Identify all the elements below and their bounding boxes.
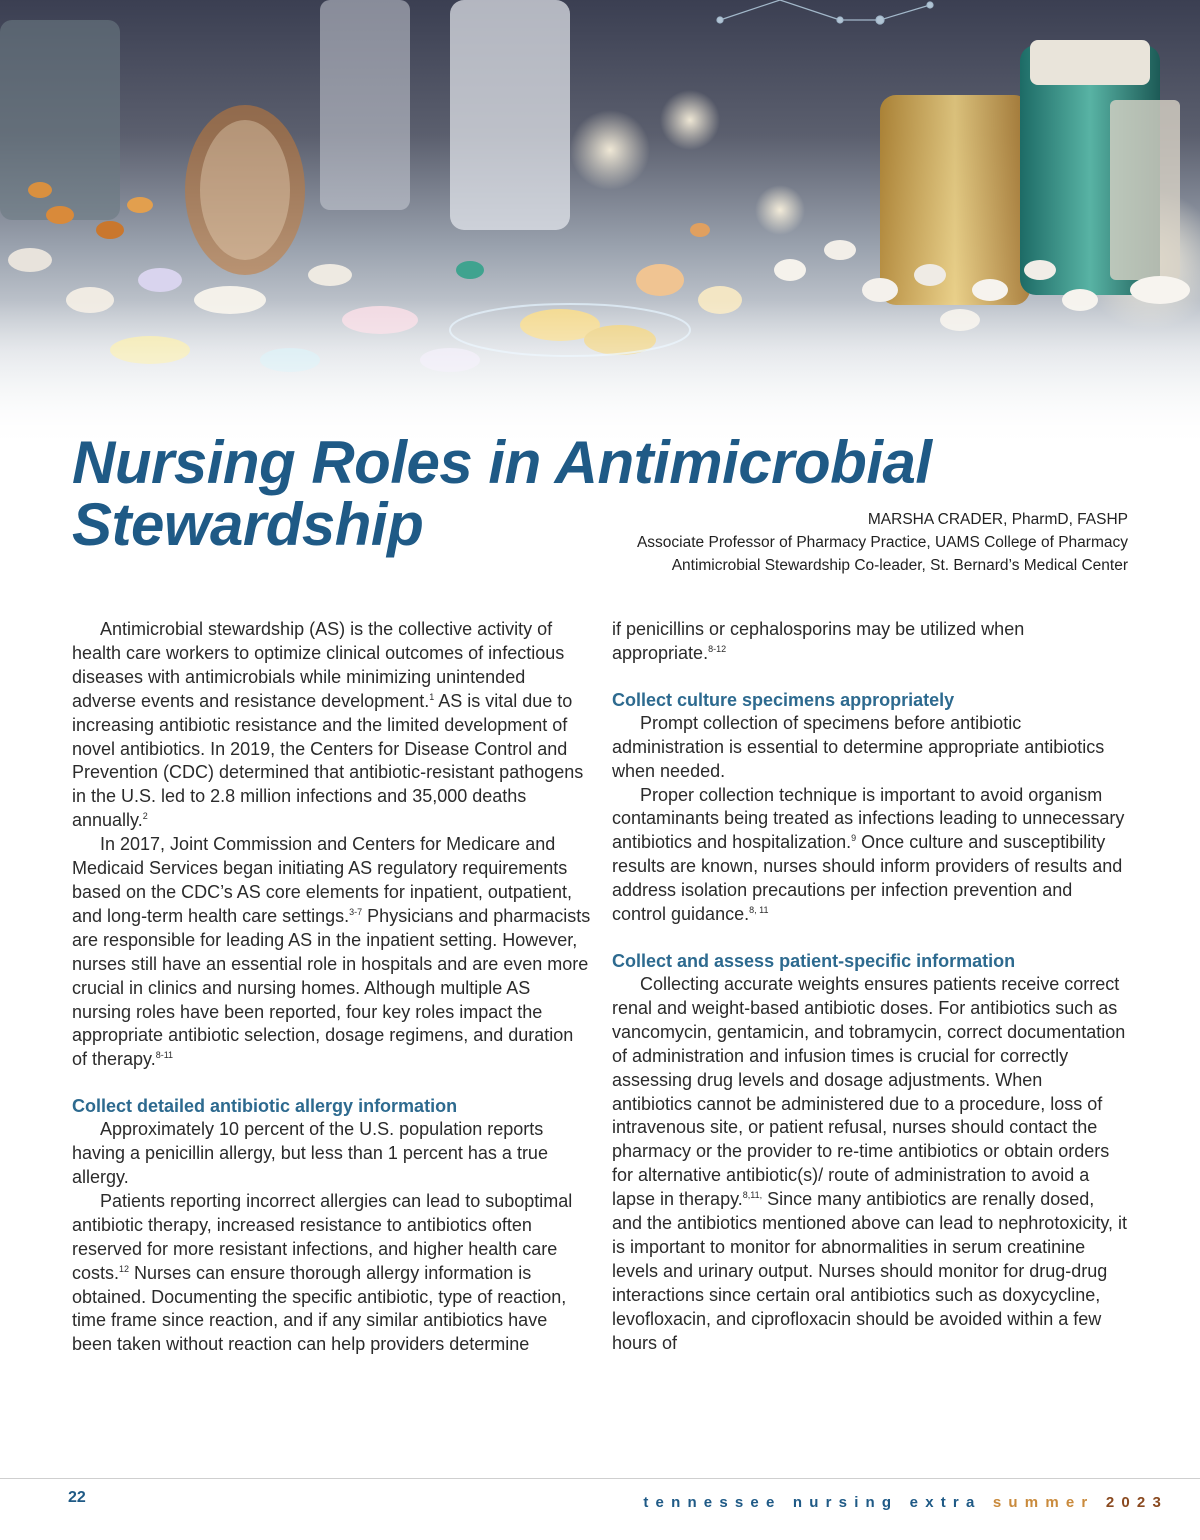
section-heading-patient-info: Collect and assess patient-specific information <box>612 950 1016 971</box>
magazine-name: tennessee nursing extra <box>643 1494 982 1511</box>
page-number: 22 <box>68 1489 86 1506</box>
author-name: MARSHA CRADER, PharmD, FASHP <box>867 511 1128 528</box>
author-role-1: Associate Professor of Pharmacy Practice, UAMS College of Pharmacy <box>636 534 1128 551</box>
left-column <box>72 618 592 1357</box>
paragraph-culture-2: Proper collection technique is important to avoid organism contaminants being treated as infections leading to unnecessary antibiotics and hospitalization.$^9$ Once culture and susceptibility results are known, nurses should inform providers of results and address isolation precautions per infection prevention and control guidance.$^{8, 11}$ <box>612 784 1125 925</box>
author-role-2: Antimicrobial Stewardship Co-leader, St. Bernard’s Medical Center <box>671 557 1128 574</box>
right-column <box>612 618 1127 1355</box>
title-line-2: Stewardship <box>72 491 424 558</box>
issue-year: 2023 <box>1105 1494 1168 1511</box>
footer-publication <box>643 1494 1168 1511</box>
title-line-1: Nursing Roles in Antimicrobial <box>72 429 932 496</box>
footer-divider <box>0 1478 1200 1479</box>
section-heading-allergy: Collect detailed antibiotic allergy information <box>72 1096 458 1117</box>
paragraph-continued: if penicillins or cephalosporins may be utilized when appropriate.$^{8-12}$ <box>612 619 1025 663</box>
paragraph-intro: Antimicrobial stewardship (AS) is the collective activity of health care workers to optimize clinical outcomes of infectious diseases with antimicrobials while minimizing unintended adverse events and resistance development.$^1$ AS is vital due to increasing antibiotic resistance and the limited development of novel antibiotics. In 2019, the Centers for Disease Control and Prevention (CDC) determined that antibiotic-resistant pathogens in the U.S. led to 2.8 million infections and 35,000 deaths annually.$^2$ <box>72 619 584 831</box>
pills-illustration <box>0 0 1200 450</box>
issue-season: summer <box>992 1494 1095 1511</box>
paragraph-regulatory: In 2017, Joint Commission and Centers for Medicare and Medicaid Services began initiating AS regulatory requirements based on the CDC’s AS core elements for inpatient, outpatient, and long-term health care settings.$^{3-7}$ Physicians and pharmacists are responsible for leading AS in the inpatient setting. However, nurses still have an essential role in hospitals and are even more crucial in clinics and nursing homes. Although multiple AS nursing roles have been reported, four key roles impact the appropriate antibiotic selection, dosage regimens, and duration of therapy.$^{8-11}$ <box>72 834 591 1070</box>
paragraph-allergy-2: Patients reporting incorrect allergies can lead to suboptimal antibiotic therapy, increased resistance to antibiotics often reserved for more resistant infections, and higher health care costs.$^{12}$ Nurses can ensure thorough allergy information is obtained. Documenting the specific antibiotic, type of reaction, time frame since reaction, and if any similar antibiotics have been taken without reaction can help providers determine <box>72 1190 573 1355</box>
hero-image <box>0 0 1200 450</box>
paragraph-patient-info: Collecting accurate weights ensures patients receive correct renal and weight-based antibiotic doses. For antibiotics such as vancomycin, gentamicin, and tobramycin, correct documentation of administration and infusion times is crucial for correctly assessing drug levels and dosage adjustments. When antibiotics cannot be administered due to a procedure, loss of intravenous site, or patient refusal, nurses should contact the pharmacy or the provider to re-time antibiotics or obtain orders for alternative antibiotic(s)/ route of administration to avoid a lapse in therapy.$^{8,11,}$ Since many antibiotics are renally dosed, and the antibiotics mentioned above can lead to nephrotoxicity, it is important to monitor for abnormalities in serum creatinine levels and urinary output. Nurses should monitor for drug-drug interactions since certain oral antibiotics such as doxycycline, levofloxacin, and ciprofloxacin should be avoided within a few hours of <box>612 973 1127 1353</box>
section-heading-culture: Collect culture specimens appropriately <box>612 689 955 710</box>
paragraph-culture-1: Prompt collection of specimens before antibiotic administration is essential to determine appropriate antibiotics when needed. <box>612 712 1105 781</box>
author-byline <box>637 508 1128 577</box>
paragraph-allergy-1: Approximately 10 percent of the U.S. population reports having a penicillin allergy, but less than 1 percent has a true allergy. <box>72 1119 548 1188</box>
